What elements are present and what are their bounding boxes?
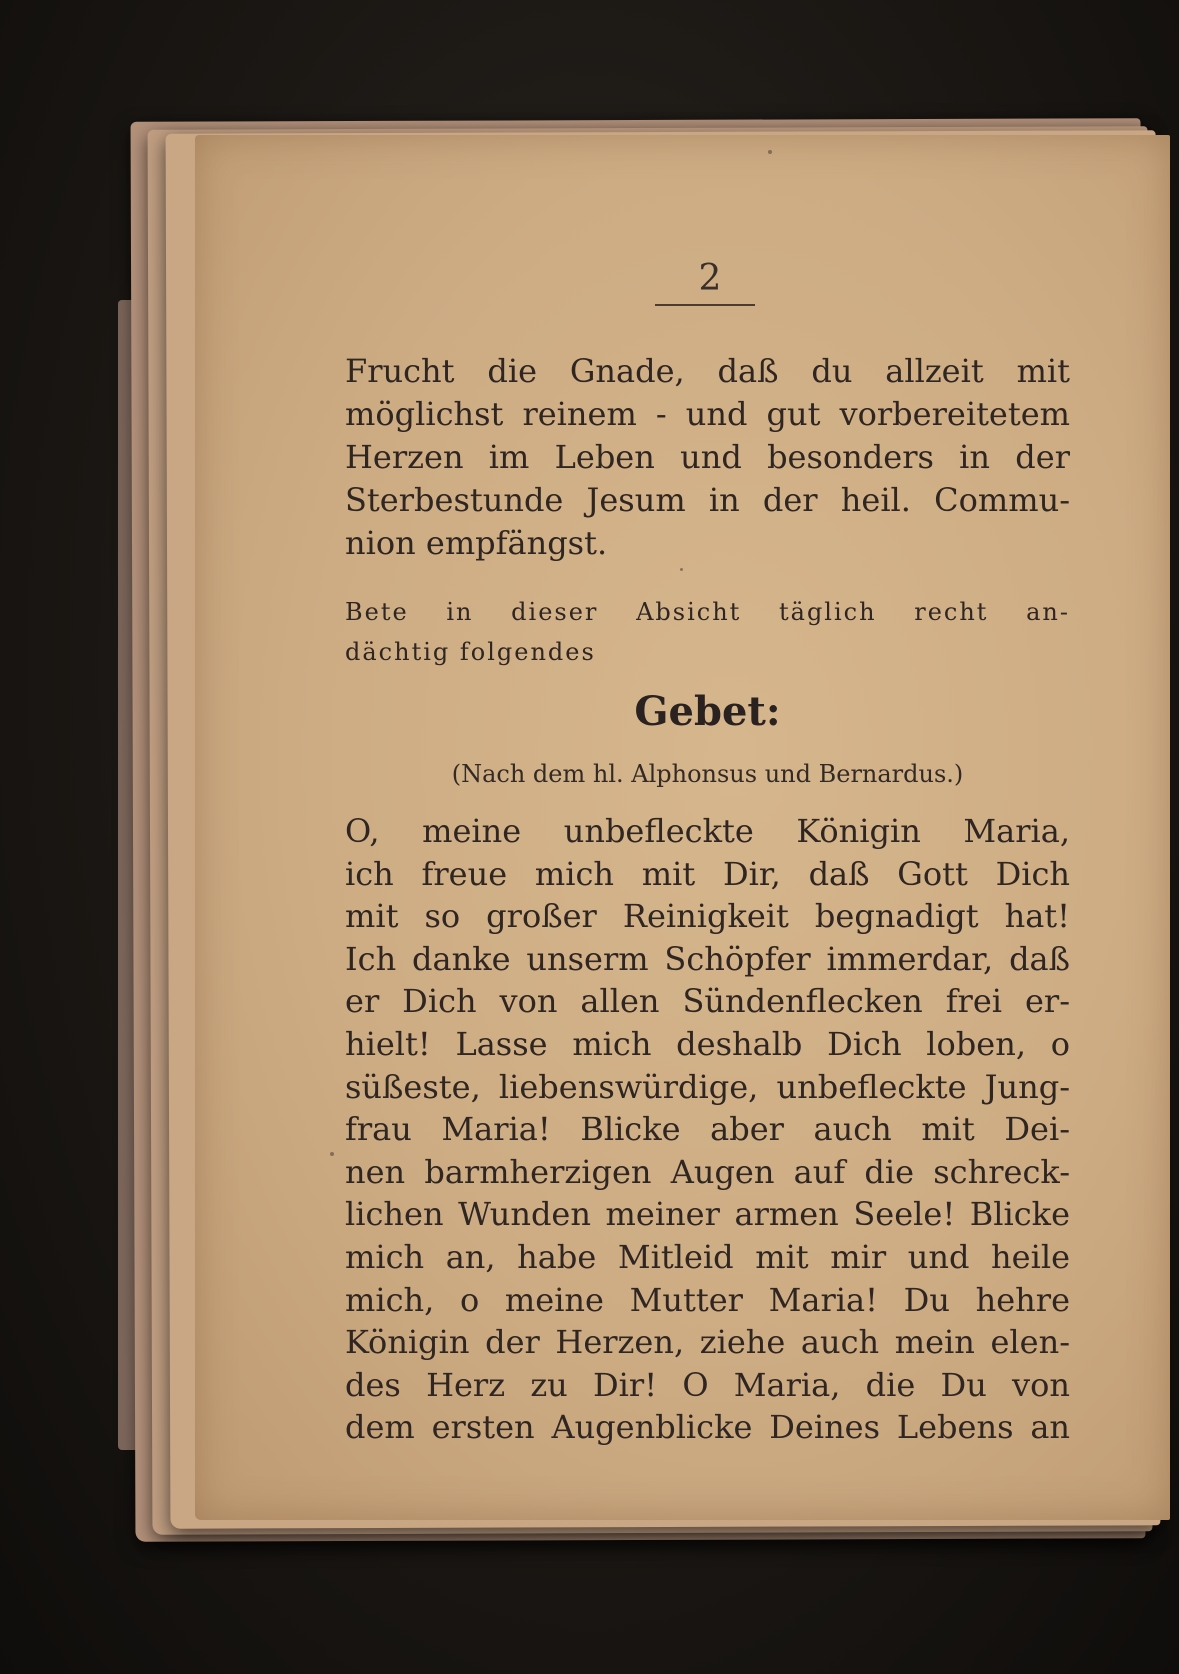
instruction-note	[345, 592, 1070, 672]
text-line: süßeste, liebenswürdige, unbefleckte Jung-	[345, 1067, 1070, 1106]
paper-speck	[768, 150, 772, 154]
prayer-attribution: (Nach dem hl. Alphonsus und Bernardus.)	[451, 760, 964, 788]
text-line: dächtig folgendes	[345, 638, 596, 666]
text-line: Bete in dieser Absicht täglich recht an-	[345, 598, 1070, 626]
text-line: lichen Wunden meiner armen Seele! Blicke	[345, 1195, 1070, 1234]
text-line: Sterbestunde Jesum in der heil. Commu-	[345, 481, 1070, 519]
text-line: Herzen im Leben und besonders in der	[345, 438, 1070, 476]
text-line: frau Maria! Blicke aber auch mit Dei-	[345, 1110, 1070, 1149]
text-line: des Herz zu Dir! O Maria, die Du von	[345, 1365, 1070, 1404]
text-line: mich an, habe Mitleid mit mir und heile	[345, 1237, 1070, 1276]
text-line: mich, o meine Mutter Maria! Du hehre	[345, 1280, 1070, 1319]
text-line: ich freue mich mit Dir, daß Gott Dich	[345, 854, 1070, 893]
text-line: hielt! Lasse mich deshalb Dich loben, o	[345, 1024, 1070, 1063]
prayer-heading: Gebet:	[634, 688, 781, 735]
text-line: O, meine unbefleckte Königin Maria,	[345, 812, 1070, 850]
text-line: Frucht die Gnade, daß du allzeit mit	[345, 352, 1070, 390]
paper-speck	[680, 568, 683, 571]
text-line: nion empfängst.	[345, 524, 608, 562]
page-number: 2	[698, 258, 722, 299]
paper-speck	[330, 1152, 334, 1156]
page-number-rule	[655, 304, 755, 306]
text-line: Königin der Herzen, ziehe auch mein elen-	[345, 1323, 1070, 1362]
text-line: nen barmherzigen Augen auf die schreck-	[345, 1152, 1070, 1191]
paragraph-opening	[345, 350, 1070, 565]
text-line: er Dich von allen Sündenflecken frei er-	[345, 982, 1070, 1021]
text-line: möglichst reinem - und gut vorbereitetem	[345, 395, 1070, 433]
text-line: dem ersten Augenblicke Deines Lebens an	[345, 1408, 1070, 1447]
text-line: Ich danke unserm Schöpfer immerdar, daß	[345, 939, 1070, 978]
text-line: mit so großer Reinigkeit begnadigt hat!	[345, 897, 1070, 936]
prayer-text	[345, 810, 1070, 1449]
